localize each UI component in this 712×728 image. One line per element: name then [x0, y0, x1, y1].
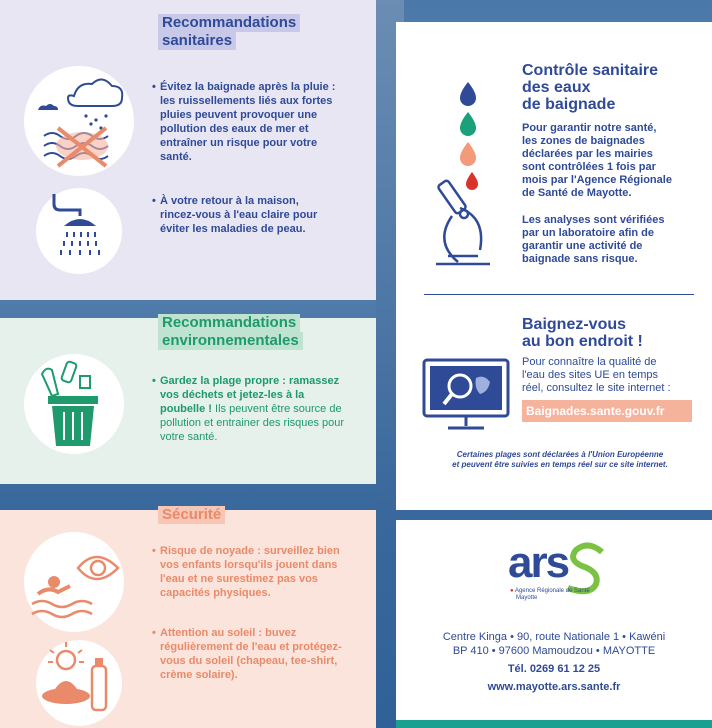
water-drop-icon	[466, 172, 478, 190]
security-bullet-sun: • Attention au soleil : buvez régulièrement de l'eau et protégez-vous du soleil (chapeau, tee-shirt, crème solaire).	[152, 627, 342, 681]
water-drop-icon	[460, 112, 476, 136]
control-para2: Les analyses sont vérifiées par un laboratoire afin de garantir une activité de baignade sans risque.	[522, 214, 665, 265]
drowning-eye-icon	[24, 532, 124, 632]
phone: Tél. 0269 61 12 25	[507, 663, 601, 675]
control-title: Contrôle sanitaire des eaux de baignade	[522, 62, 659, 113]
shower-icon	[36, 188, 122, 274]
control-para1: Pour garantir notre santé, les zones de baignades déclarées par les mairies sont contrôlées 1 fois par mois par l'Agence Régionale de Santé de Mayotte.	[522, 122, 672, 199]
website-link[interactable]: Baignades.sante.gouv.fr	[522, 400, 692, 422]
contact-card	[396, 520, 712, 720]
microscope-drops-icon	[430, 78, 500, 278]
trash-icon-circle	[24, 354, 124, 454]
control-card	[396, 22, 712, 510]
bathe-title: Baignez-vous au bon endroit !	[522, 316, 643, 350]
swim-icon-circle	[24, 532, 124, 632]
trash-bin-icon	[24, 354, 124, 454]
sanitary-panel	[0, 0, 376, 300]
security-bullet-drowning: • Risque de noyade : surveillez bien vos enfants lorsqu'ils jouent dans l'eau et ne surestimez pas vos capacités physiques.	[152, 545, 340, 599]
environment-title: Recommandations environnementales	[158, 314, 303, 350]
sanitary-bullet-rinse: • À votre retour à la maison, rincez-vous à l'eau claire pour éviter les maladies de peau.	[152, 195, 318, 235]
environment-panel	[0, 314, 376, 484]
website[interactable]: www.mayotte.ars.sante.fr	[487, 681, 621, 693]
environment-bullet: • Gardez la plage propre : ramassez vos déchets et jetez-les à la poubelle ! Ils peuvent être source de pollution et entrainer des risques pour votre santé.	[152, 375, 345, 443]
water-drop-icon	[460, 82, 476, 106]
logo-bullet-icon: ●	[510, 588, 514, 594]
eu-note: Certaines plages sont déclarées à l'Union Européenne et peuvent être suivies en temps réel sur ce site internet.	[452, 450, 668, 469]
computer-search-icon	[420, 356, 512, 436]
divider	[424, 294, 694, 295]
rain-icon-circle	[24, 66, 134, 176]
bottom-bar	[396, 720, 712, 728]
ars-logo: ars ● Agence Régionale de Santé Mayotte	[508, 540, 618, 610]
security-panel	[0, 506, 376, 728]
water-drop-icon	[460, 142, 476, 166]
shower-icon-circle	[36, 188, 122, 274]
address-line1: Centre Kinga • 90, route Nationale 1 • Kawéni	[442, 631, 666, 643]
bathe-text: Pour connaître la qualité de l'eau des sites UE en temps réel, consultez le site internet :	[522, 356, 671, 394]
rain-no-swim-icon	[24, 66, 134, 176]
security-title: Sécurité	[158, 506, 225, 524]
sanitary-title: Recommandations sanitaires	[158, 14, 300, 50]
address-line2: BP 410 • 97600 Mamoudzou • MAYOTTE	[452, 645, 656, 657]
sun-icon-circle	[36, 640, 122, 726]
sanitary-bullet-rain: • Évitez la baignade après la pluie : les ruissellements liés aux fortes pluies peuvent provoquer une pollution des eaux de mer et entraîner un risque pour votre santé.	[152, 81, 336, 163]
sun-protection-icon	[36, 640, 122, 726]
